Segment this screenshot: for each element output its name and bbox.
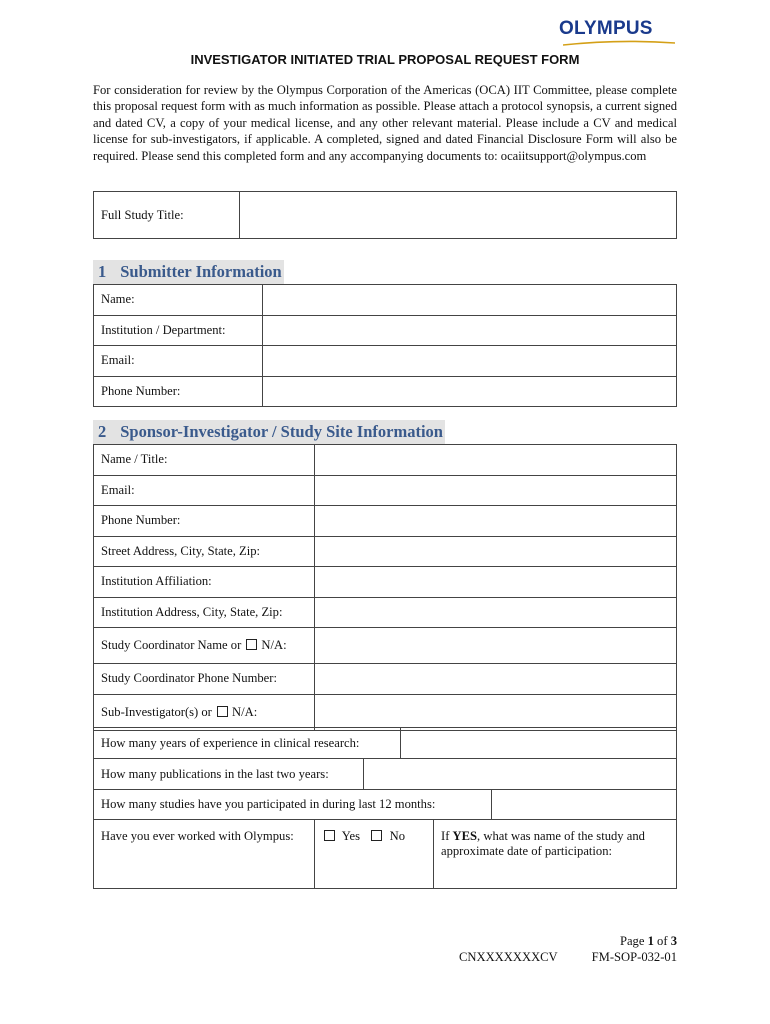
table-row xyxy=(94,506,677,537)
yes-label: Yes xyxy=(341,829,361,843)
publications-input[interactable] xyxy=(364,759,677,790)
institution-address-input[interactable] xyxy=(315,597,677,628)
sponsor-phone-input[interactable] xyxy=(315,506,677,537)
section-2-number: 2 xyxy=(98,422,107,441)
followup-text: , what was name of the study and approximate date of participation: xyxy=(441,829,645,858)
coordinator-name-input[interactable] xyxy=(315,628,677,664)
table-row xyxy=(94,376,677,407)
submitter-email-input[interactable] xyxy=(263,346,677,377)
full-study-title-table xyxy=(93,191,677,239)
page-of: of xyxy=(657,934,668,948)
intro-paragraph: For consideration for review by the Olympus Corporation of the Americas (OCA) IIT Committee, please complete this proposal request form with as much information as possible. Please attach a protocol synopsis, a current signed and dated CV, a copy of your medical license, and any other relevant material. Please include a CV and medical license for sub-investigators, if applicable. A completed, signed and dated Financial Disclosure Form will also be required. Please send this completed form and any accompanying documents to: ocaiitsupport@olympus.com xyxy=(93,83,677,163)
table-row xyxy=(94,445,677,476)
field-label: Name / Title: xyxy=(94,445,315,476)
full-study-title-input[interactable] xyxy=(240,192,677,239)
olympus-logo xyxy=(559,18,677,46)
field-label: Email: xyxy=(94,475,315,506)
sponsor-name-title-input[interactable] xyxy=(315,445,677,476)
studies-input[interactable] xyxy=(492,790,677,820)
form-title: INVESTIGATOR INITIATED TRIAL PROPOSAL REQUEST FORM xyxy=(190,52,580,67)
field-label: Institution Address, City, State, Zip: xyxy=(94,597,315,628)
section-1-heading xyxy=(93,260,284,284)
followup-prefix: If xyxy=(441,829,450,843)
experience-row xyxy=(93,727,677,759)
field-label: Study Coordinator Phone Number: xyxy=(94,664,315,695)
section-1-number: 1 xyxy=(98,262,107,281)
field-label: Email: xyxy=(94,346,263,377)
no-label: No xyxy=(389,829,406,843)
section-2-heading xyxy=(93,420,445,444)
field-label: Institution / Department: xyxy=(94,315,263,346)
yes-no-cell xyxy=(315,820,434,889)
coordinator-label: Study Coordinator Name or xyxy=(101,638,242,652)
field-label xyxy=(94,628,315,664)
table-row xyxy=(94,628,677,664)
table-row xyxy=(94,285,677,316)
table-row xyxy=(94,475,677,506)
page-number xyxy=(620,934,677,949)
submitter-institution-input[interactable] xyxy=(263,315,677,346)
sponsor-address-input[interactable] xyxy=(315,536,677,567)
page-label: Page xyxy=(619,934,645,948)
no-checkbox[interactable] xyxy=(371,830,382,841)
section-1-title: Submitter Information xyxy=(120,262,282,281)
field-label: Phone Number: xyxy=(94,376,263,407)
submitter-name-input[interactable] xyxy=(263,285,677,316)
coordinator-na-label: N/A: xyxy=(261,638,287,652)
coordinator-phone-input[interactable] xyxy=(315,664,677,695)
logo-swoosh-icon xyxy=(563,40,675,46)
publications-row xyxy=(93,758,677,790)
institution-affiliation-input[interactable] xyxy=(315,567,677,598)
sponsor-email-input[interactable] xyxy=(315,475,677,506)
table-row xyxy=(94,664,677,695)
publications-label: How many publications in the last two years: xyxy=(94,759,364,790)
followup-yes: YES xyxy=(452,829,478,843)
coordinator-na-checkbox[interactable] xyxy=(246,639,257,650)
field-label xyxy=(94,694,315,730)
olympus-followup-cell[interactable] xyxy=(434,820,677,889)
page-total: 3 xyxy=(670,934,677,948)
studies-row xyxy=(93,789,677,820)
submitter-phone-input[interactable] xyxy=(263,376,677,407)
olympus-question-label: Have you ever worked with Olympus: xyxy=(94,820,315,889)
yes-checkbox[interactable] xyxy=(324,830,335,841)
sub-investigator-label: Sub-Investigator(s) or xyxy=(101,704,212,719)
sub-investigator-input[interactable] xyxy=(315,694,677,730)
sponsor-info-table xyxy=(93,444,677,731)
section-2-title: Sponsor-Investigator / Study Site Information xyxy=(120,422,443,441)
logo-text: OLYMPUS xyxy=(559,18,653,39)
olympus-experience-row xyxy=(93,819,677,889)
table-row xyxy=(94,694,677,730)
page-current: 1 xyxy=(647,934,654,948)
document-code-right: FM-SOP-032-01 xyxy=(591,950,677,964)
sub-investigator-na-label: N/A: xyxy=(232,704,258,719)
sub-investigator-na-checkbox[interactable] xyxy=(217,706,228,717)
field-label: Name: xyxy=(94,285,263,316)
field-label: Street Address, City, State, Zip: xyxy=(94,536,315,567)
table-row xyxy=(94,597,677,628)
document-code-left: CNXXXXXXXCV xyxy=(459,950,558,964)
studies-label: How many studies have you participated in during last 12 months: xyxy=(94,790,492,820)
table-row xyxy=(94,315,677,346)
field-label: Phone Number: xyxy=(94,506,315,537)
field-label: Institution Affiliation: xyxy=(94,567,315,598)
full-study-title-label: Full Study Title: xyxy=(94,192,240,239)
table-row xyxy=(94,346,677,377)
experience-label: How many years of experience in clinical research: xyxy=(94,728,401,759)
table-row xyxy=(94,567,677,598)
submitter-info-table xyxy=(93,284,677,407)
table-row xyxy=(94,536,677,567)
experience-input[interactable] xyxy=(401,728,677,759)
